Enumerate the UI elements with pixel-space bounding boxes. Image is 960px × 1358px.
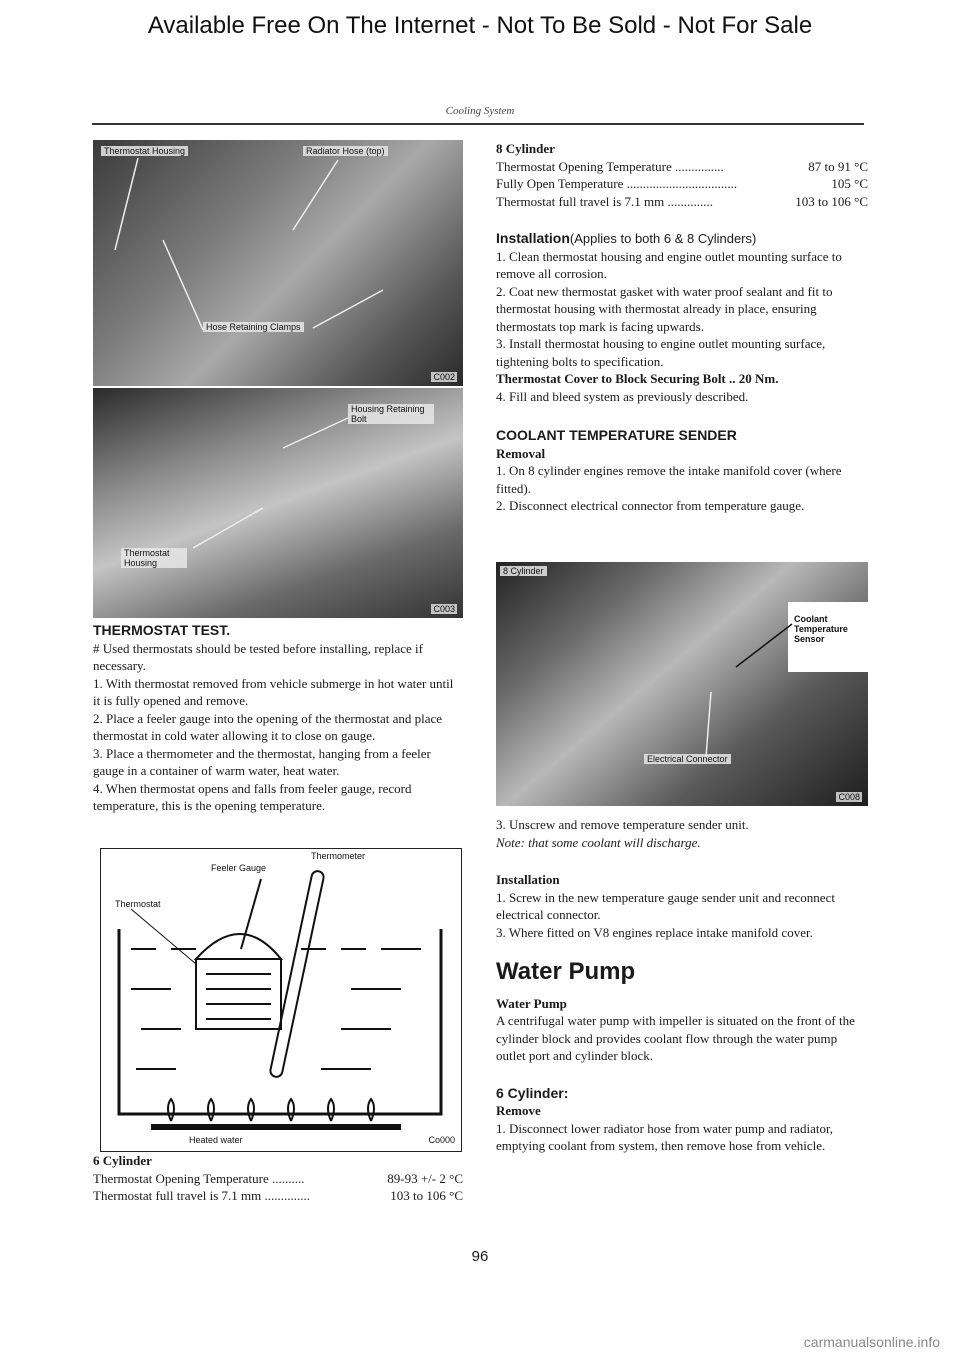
photo1-label-radiator-hose: Radiator Hose (top) [303, 146, 388, 156]
photo1-label-hose-clamps: Hose Retaining Clamps [203, 322, 304, 332]
thermostat-test-heading: THERMOSTAT TEST. [93, 622, 231, 638]
removal-para-1: 1. On 8 cylinder engines remove the intake manifold cover (where fitted). [496, 463, 842, 496]
spec-value: 103 to 106 °C [795, 193, 868, 209]
spec-value: 105 °C [831, 176, 868, 191]
photo1-code: C002 [433, 372, 455, 382]
spec-label: Thermostat full travel is 7.1 mm .............. [496, 193, 713, 209]
removal-para-2: 2. Disconnect electrical connector from temperature gauge. [496, 498, 805, 513]
install-para-4: 4. Fill and bleed system as previously described. [496, 388, 749, 404]
page-number: 96 [471, 1248, 489, 1265]
spec-row [93, 1170, 463, 1188]
photo3-label-8-cylinder: 8 Cylinder [500, 566, 547, 576]
removal-heading: Removal [496, 445, 546, 461]
photo3-label-connector: Electrical Connector [644, 754, 731, 764]
diagram-label-thermostat: Thermostat [115, 899, 161, 909]
install-para-2: 2. Coat new thermostat gasket with water proof sealant and fit to thermostat housing with thermostat already in place, ensuring thermostats top mark is facing upwards. [496, 283, 833, 334]
diagram-label-feeler-gauge: Feeler Gauge [211, 863, 267, 873]
removal-note: Note: that some coolant will discharge. [496, 834, 701, 850]
diagram-label-heated-water: Heated water [189, 1135, 243, 1145]
six-cylinder-pump-heading: 6 Cylinder: [496, 1084, 569, 1101]
right-column-top [496, 140, 868, 515]
sender-installation-heading: Installation [496, 872, 560, 887]
test-para-3: 2. Place a feeler gauge into the opening of the thermostat and place thermostat in cold water allowing it to close on gauge. [93, 710, 443, 743]
diagram-label-thermometer: Thermometer [311, 851, 366, 861]
thermostat-test-drawing [101, 849, 461, 1151]
install-para-3: 3. Install thermostat housing to engine outlet mounting surface, tightening bolts to specification. [496, 336, 826, 369]
spec-label: Thermostat Opening Temperature .......... [93, 1170, 305, 1186]
installation-heading-line [496, 230, 868, 248]
sender-install-para-1: 1. Screw in the new temperature gauge sender unit and reconnect electrical connector. [496, 889, 835, 922]
photo3-arrows [496, 562, 868, 806]
eight-cylinder-heading: 8 Cylinder [496, 141, 555, 156]
test-para-4: 3. Place a thermometer and the thermostat, hanging from a feeler gauge in a container of warm water, heat water. [93, 745, 431, 778]
torque-spec: Thermostat Cover to Block Securing Bolt .. 20 Nm. [496, 371, 779, 386]
photo-coolant-sensor [496, 562, 868, 806]
site-watermark: carmanualsonline.info [803, 1334, 940, 1350]
water-pump-heading: Water Pump [496, 958, 636, 985]
header-rule [92, 123, 864, 125]
remove-heading: Remove [496, 1103, 541, 1118]
remove-para: 1. Disconnect lower radiator hose from water pump and radiator, emptying coolant from system, then remove hose from vehicle. [496, 1120, 834, 1153]
spec-value: 89-93 +/- 2 °C [387, 1170, 463, 1186]
running-head: Cooling System [445, 105, 515, 117]
thermostat-test-diagram [100, 848, 462, 1152]
photo1-label-thermostat-housing: Thermostat Housing [101, 146, 188, 156]
installation-note: (Applies to both 6 & 8 Cylinders) [569, 231, 757, 246]
six-cylinder-heading: 6 Cylinder [93, 1153, 152, 1168]
spec-label: Fully Open Temperature .................................. [496, 176, 738, 191]
photo3-label-coolant-sensor: Coolant Temperature Sensor [794, 614, 848, 644]
photo-thermostat-housing-bolt [93, 388, 463, 618]
spec-label: Thermostat Opening Temperature ............... [496, 158, 724, 174]
spec-row [496, 175, 868, 193]
photo2-code: C003 [433, 604, 455, 614]
coolant-sender-heading: COOLANT TEMPERATURE SENDER [496, 427, 737, 443]
test-para-5: 4. When thermostat opens and falls from feeler gauge, record temperature, this is the opening temperature. [93, 780, 412, 813]
spec-row [496, 158, 868, 176]
spec-value: 87 to 91 °C [808, 158, 868, 174]
diagram-code: Co000 [428, 1135, 455, 1145]
photo1-arrows [93, 140, 463, 386]
free-distribution-banner: Available Free On The Internet - Not To Be Sold - Not For Sale [147, 12, 813, 39]
test-para-1: # Used thermostats should be tested before installing, replace if necessary. [93, 640, 423, 673]
water-pump-subheading: Water Pump [496, 995, 567, 1011]
right-column-bottom [496, 816, 868, 1155]
photo2-label-housing: Thermostat Housing [121, 548, 187, 568]
install-para-1: 1. Clean thermostat housing and engine outlet mounting surface to remove all corrosion. [496, 248, 842, 281]
six-cylinder-specs [93, 1152, 463, 1205]
left-column-text [93, 622, 463, 815]
spec-row [93, 1187, 463, 1205]
photo2-label-retaining-bolt: Housing Retaining Bolt [348, 404, 434, 424]
sender-install-para-2: 3. Where fitted on V8 engines replace intake manifold cover. [496, 924, 813, 940]
spec-label: Thermostat full travel is 7.1 mm .............. [93, 1188, 310, 1203]
photo3-code: C008 [838, 792, 860, 802]
spec-value: 103 to 106 °C [390, 1188, 463, 1203]
water-pump-para: A centrifugal water pump with impeller is situated on the front of the cylinder block and provides coolant flow through the water pump outlet port and cylinder block. [496, 1013, 855, 1063]
test-para-2: 1. With thermostat removed from vehicle submerge in hot water until it is fully opened and remove. [93, 675, 454, 708]
photo-thermostat-housing [93, 140, 463, 386]
removal-para-3: 3. Unscrew and remove temperature sender unit. [496, 817, 749, 832]
installation-heading: Installation [496, 230, 570, 246]
spec-row [496, 193, 868, 211]
